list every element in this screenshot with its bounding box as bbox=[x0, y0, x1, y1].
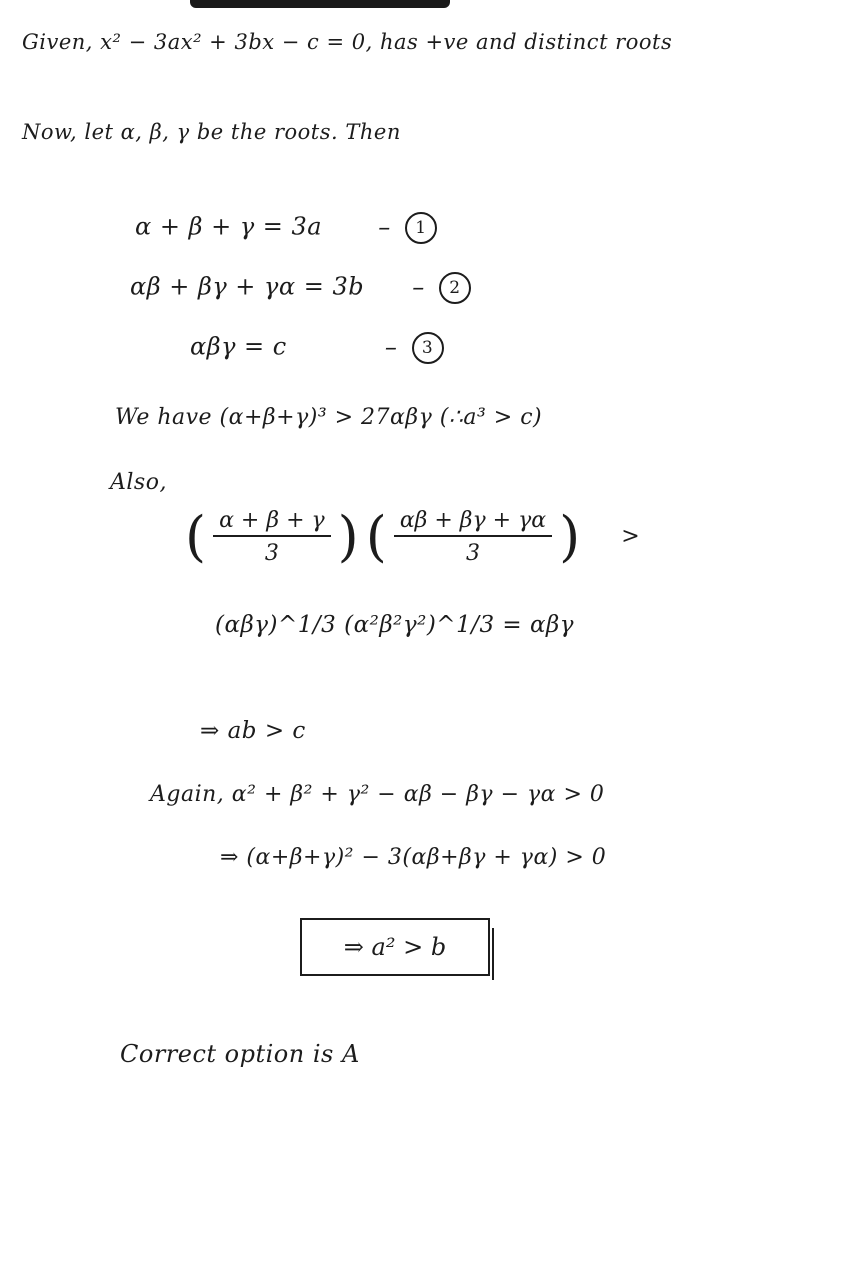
sum-of-squares-inequality: Again, α² + β² + γ² − αβ − βγ − γα > 0 bbox=[150, 782, 605, 807]
fraction-pair-products: $\frac{\alpha\beta + \beta\gamma + \gamma\alpha}{3}$ bbox=[394, 508, 552, 566]
boxed-result bbox=[300, 918, 490, 976]
inequality-symbol: > bbox=[621, 524, 640, 549]
expanded-inequality: ⇒ (α+β+γ)² − 3(αβ+βγ + γα) > 0 bbox=[220, 845, 607, 870]
roots-definition: Now, let α, β, γ be the roots. Then bbox=[22, 120, 401, 144]
fraction-sum: $\frac{\alpha + \beta + \gamma}{3}$ bbox=[213, 508, 331, 566]
equation-product-of-roots: αβγ = c – 3 bbox=[190, 332, 444, 364]
equation-expression: α + β + γ = 3a bbox=[135, 212, 323, 241]
cubic-inequality: We have (α+β+γ)³ > 27αβγ (∴a³ > c) bbox=[115, 405, 543, 430]
equation-number-badge: 1 bbox=[405, 212, 437, 244]
equation-sum-of-roots: α + β + γ = 3a – 1 bbox=[135, 212, 437, 244]
equation-pair-products: αβ + βγ + γα = 3b – 2 bbox=[130, 272, 471, 304]
am-gm-inequality: ( $\frac{\alpha + \beta + \gamma}{3}$ ) ( $\frac{\alpha\beta + \beta\gamma + \gamma\alpha}{3}$ ) > bbox=[185, 505, 640, 568]
equation-expression: αβ + βγ + γα = 3b bbox=[130, 272, 365, 301]
cube-root-product-line: (αβγ)^1/3 (α²β²γ²)^1/3 = αβγ bbox=[215, 612, 575, 638]
equation-number-badge: 2 bbox=[439, 272, 471, 304]
boxed-result-text: ⇒ a² > b bbox=[343, 933, 447, 961]
problem-statement: Given, x² − 3ax² + 3bx − c = 0, has +ve and distinct roots bbox=[22, 30, 673, 54]
equation-expression: αβγ = c bbox=[190, 332, 287, 361]
also-label: Also, bbox=[110, 470, 167, 495]
equation-number-badge: 3 bbox=[412, 332, 444, 364]
final-answer: Correct option is A bbox=[120, 1040, 360, 1068]
conclusion-ab-gt-c: ⇒ ab > c bbox=[200, 718, 306, 744]
